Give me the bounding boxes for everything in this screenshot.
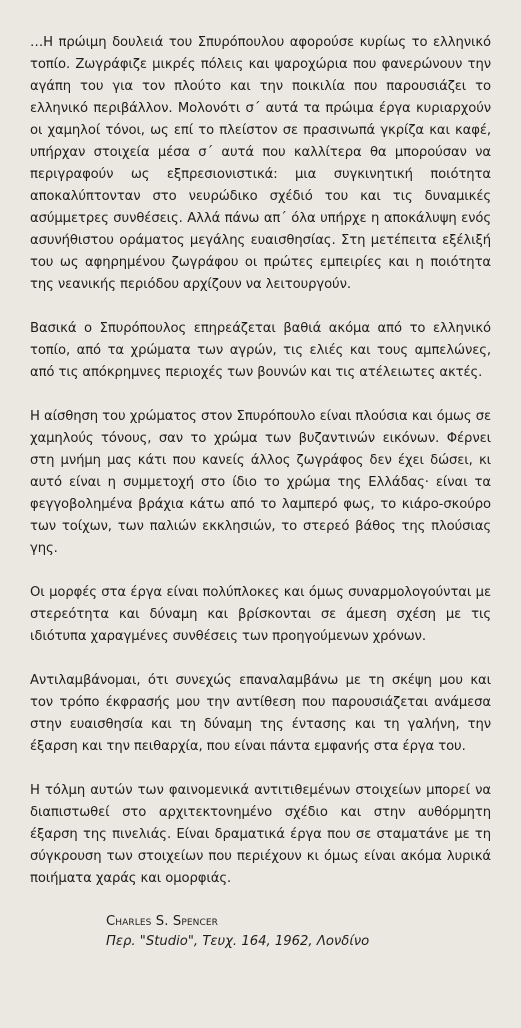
signature-source: Περ. "Studio", Τευχ. 164, 1962, Λονδίνο: [106, 934, 370, 949]
paragraph-3: Η αίσθηση του χρώματος στον Σπυρόπουλο είναι πλούσια και όμως σε χαμηλούς τόνους, σαν το χρώμα των βυζαντινών εικόνων. Φέρνει στη μνήμη μας κάτι που κανείς άλλος ζωγράφος δεν έχει δώσει, κι αυτό είναι η συμμετοχή στο ίδιο το χρώμα της Ελλάδας· είναι τα φεγγοβολημένα βράχια κάτω από το λαμπερό φως, το κιάρο-σκούρο των τοίχων, των παλιών εκκλησιών, το στερεό βάθος της πλούσιας γης.: [30, 409, 491, 556]
paragraph-4: Οι μορφές στα έργα είναι πολύπλοκες και όμως συναρμολογούνται με στερεότητα και δύναμη και βρίσκονται σε άμεση σχέση με τις ιδιότυπα χαραγμένες συνθέσεις των προηγούμενων χρόνων.: [30, 585, 491, 644]
signature-author: Charles S. Spencer: [106, 914, 218, 929]
paragraph-5: Αντιλαμβάνομαι, ότι συνεχώς επαναλαμβάνω με τη σκέψη μου και τον τρόπο έκφρασής μου την αντίθεση που παρουσιάζεται ανάμεσα στην ευαισθησία και τη δύναμη της έντασης και τη γαλήνη, την έξαρση και την πειθαρχία, που είναι πάντα εμφανής στα έργα του.: [30, 673, 491, 754]
paragraph-6: Η τόλμη αυτών των φαινομενικά αντιτιθεμένων στοιχείων μπορεί να διαπιστωθεί στο αρχιτεκτονημένο σχέδιο και στην αυθόρμητη έξαρση της πινελιάς. Είναι δραματικά έργα που σε σταματάνε με τη σύγκρουση των στοιχείων που περιέχουν κι όμως είναι ακόμα λυρικά ποιήματα χαράς και ομορφιάς.: [30, 783, 491, 886]
paragraph-2: Βασικά ο Σπυρόπουλος επηρεάζεται βαθιά ακόμα από το ελληνικό τοπίο, από τα χρώματα των αγρών, τις ελιές και τους αμπελώνες, από τις απόκρημνες περιοχές των βουνών και τις ατέλειωτες ακτές.: [30, 321, 491, 380]
paragraph-1: …Η πρώιμη δουλειά του Σπυρόπουλου αφορούσε κυρίως το ελληνικό τοπίο. Ζωγράφιζε μικρές πόλεις και ψαροχώρια που φανερώνουν την αγάπη του για τον πλούτο και την ποικιλία που παρουσιάζει το ελληνικό περιβάλλον. Μολονότι σ΄ αυτά τα πρώιμα έργα κυριαρχούν οι χαμηλοί τόνοι, ως επί το πλείστον σε πρασινωπά γκρίζα και καφέ, υπήρχαν στοιχεία μέσα σ΄ αυτά που καλλίτερα θα μπορούσαν να περιγραφούν ως εξπρεσιονιστικά: μια συγκινητική ποιότητα αποκαλύπτονταν στο νευρώδικο σχέδιό του και τις δυναμικές ασύμμετρες συνθέσεις. Αλλά πάνω απ΄ όλα υπήρχε η αποκάλυψη ενός ασυνήθιστου οράματος μεγάλης ευαισθησίας. Στη μετέπειτα εξέλιξή του ως αφηρημένου ζωγράφου οι πρώτες εμπειρίες και η ποιότητα της νεανικής περιόδου αρχίζουν να λειτουργούν.: [30, 35, 491, 292]
signature-block: [30, 912, 491, 952]
